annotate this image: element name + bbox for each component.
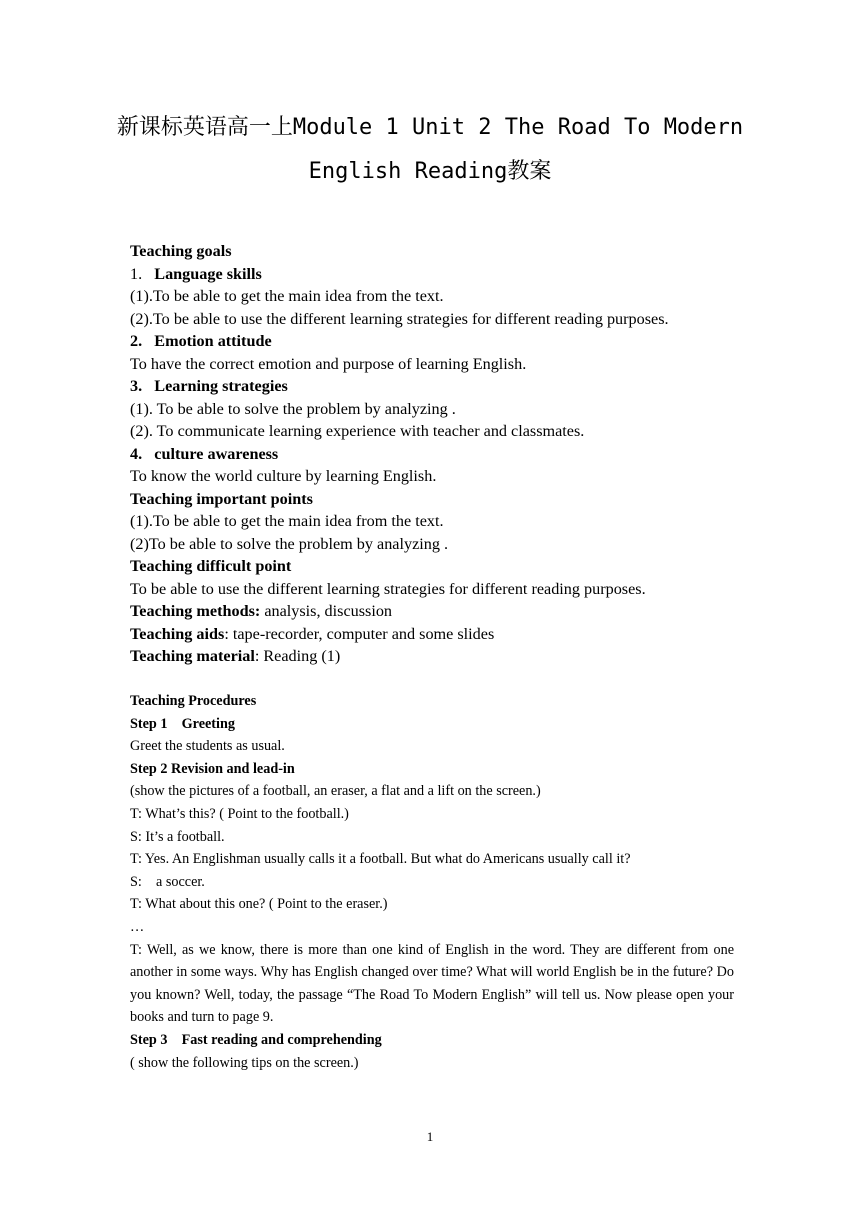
procedures-heading: Teaching Procedures bbox=[130, 693, 257, 709]
goal-4-title: culture awareness bbox=[154, 444, 279, 463]
teaching-procedures-section bbox=[130, 690, 734, 1074]
goal-3-item-1: (1). To be able to solve the problem by analyzing . bbox=[130, 399, 456, 418]
dialogue-ellipsis: … bbox=[130, 918, 145, 935]
goal-1-heading bbox=[130, 263, 740, 286]
dialogue-line-2: T: What’s this? ( Point to the football.) bbox=[130, 805, 349, 822]
step-3-heading: Step 3 Fast reading and comprehending bbox=[130, 1031, 382, 1048]
dialogue-line-3: S: It’s a football. bbox=[130, 828, 225, 845]
step-1-heading: Step 1 Greeting bbox=[130, 715, 235, 732]
goal-2-title: Emotion attitude bbox=[154, 332, 272, 350]
important-points-heading: Teaching important points bbox=[130, 489, 313, 508]
difficult-point-heading: Teaching difficult point bbox=[130, 557, 292, 575]
teaching-methods-line bbox=[130, 600, 740, 623]
document-title-line-2: English Reading教案 bbox=[308, 159, 552, 184]
teaching-aids-label: Teaching aids bbox=[130, 624, 225, 643]
goal-4-text: To know the world culture by learning English. bbox=[130, 467, 437, 485]
goal-3-heading bbox=[130, 375, 740, 398]
dialogue-line-5: S: a soccer. bbox=[130, 873, 205, 890]
teaching-methods-value: analysis, discussion bbox=[260, 602, 393, 620]
goal-1-item-2: (2).To be able to use the different learning strategies for different reading purposes. bbox=[130, 309, 669, 328]
document-title-line-1: 新课标英语高一上Module 1 Unit 2 The Road To Modern bbox=[116, 115, 744, 140]
page-number: 1 bbox=[426, 1129, 434, 1144]
goal-2-number: 2. bbox=[130, 332, 143, 350]
goal-3-item-2: (2). To communicate learning experience with teacher and classmates. bbox=[130, 422, 585, 440]
goal-4-heading bbox=[130, 443, 740, 466]
goal-3-title: Learning strategies bbox=[154, 377, 288, 395]
teaching-material-label: Teaching material bbox=[130, 647, 255, 665]
goal-1-item-1: (1).To be able to get the main idea from the text. bbox=[130, 287, 444, 305]
step-2-heading: Step 2 Revision and lead-in bbox=[130, 760, 295, 777]
teaching-goals-heading: Teaching goals bbox=[130, 242, 232, 260]
teaching-aids-line bbox=[130, 623, 740, 646]
goal-1-number: 1. bbox=[130, 264, 143, 283]
dialogue-line-4: T: Yes. An Englishman usually calls it a football. But what do Americans usually call it? bbox=[130, 851, 631, 868]
goal-2-text: To have the correct emotion and purpose of learning English. bbox=[130, 354, 527, 373]
important-point-2: (2)To be able to solve the problem by analyzing . bbox=[130, 534, 449, 553]
dialogue-line-6: T: What about this one? ( Point to the eraser.) bbox=[130, 896, 388, 913]
important-point-1: (1).To be able to get the main idea from the text. bbox=[130, 512, 444, 530]
goal-1-title: Language skills bbox=[154, 264, 262, 283]
teaching-aids-value: : tape-recorder, computer and some slides bbox=[224, 624, 495, 643]
step-1-text: Greet the students as usual. bbox=[130, 738, 285, 755]
goal-4-number: 4. bbox=[130, 444, 143, 463]
teaching-material-line bbox=[130, 645, 740, 668]
lesson-objectives-section bbox=[130, 240, 740, 668]
difficult-point-text: To be able to use the different learning strategies for different reading purposes. bbox=[130, 579, 646, 598]
dialogue-line-1: (show the pictures of a football, an eraser, a flat and a lift on the screen.) bbox=[130, 783, 541, 800]
step-3-text: ( show the following tips on the screen.) bbox=[130, 1054, 359, 1071]
lead-in-paragraph: T: Well, as we know, there is more than one kind of English in the word. They are different from one another in some ways. Why has English changed over time? What will world English be in the future? Do you known? Well, today, the passage “The Road To Modern English” will tell us. Now please open your books and turn to page 9. bbox=[130, 941, 734, 1026]
goal-2-heading bbox=[130, 330, 740, 353]
teaching-methods-label: Teaching methods: bbox=[130, 602, 261, 620]
teaching-material-value: : Reading (1) bbox=[254, 647, 341, 665]
goal-3-number: 3. bbox=[130, 377, 143, 395]
